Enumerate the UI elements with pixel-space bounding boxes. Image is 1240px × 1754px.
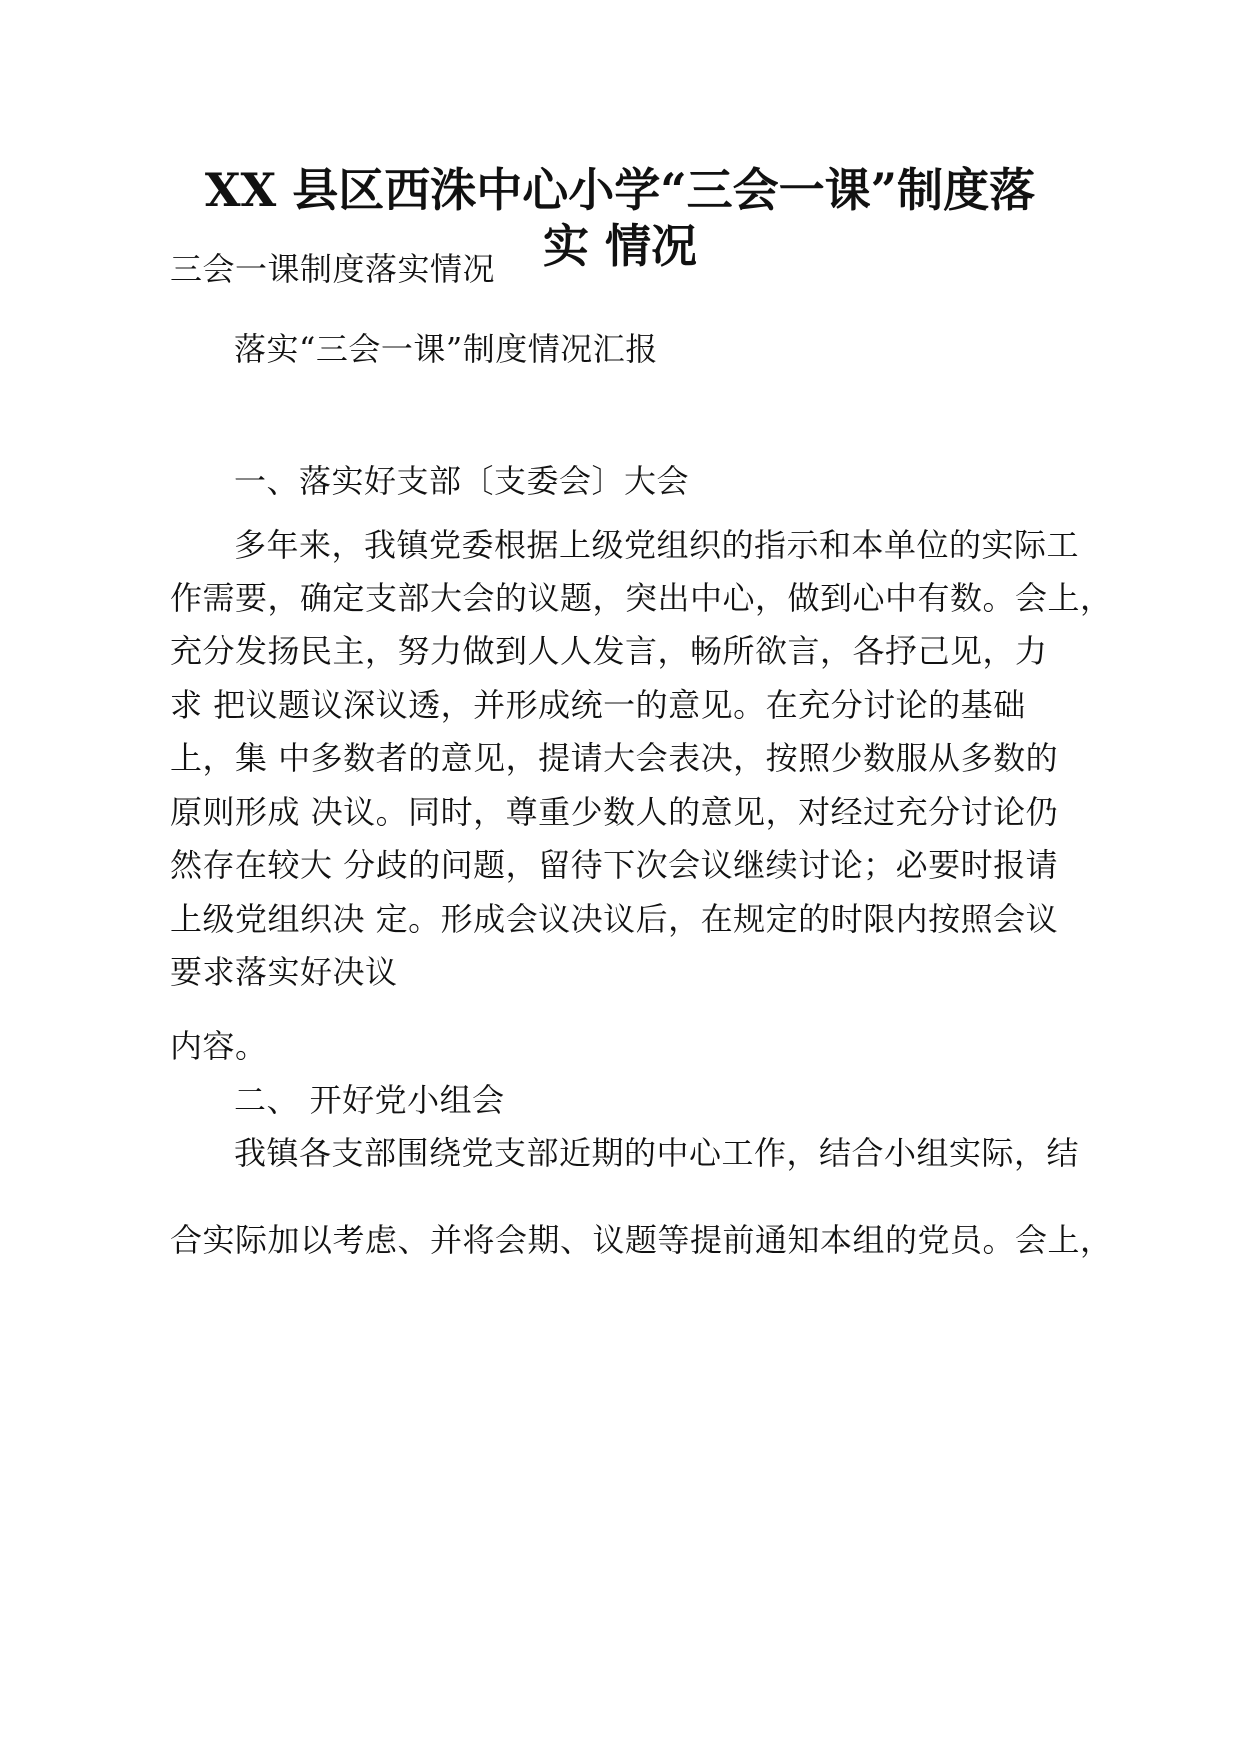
section-2-paragraph-line: 合实际加以考虑、并将会期、议题等提前通知本组的党员。会上，	[170, 1221, 1113, 1259]
section-1-heading: 一、落实好支部〔支委会〕大会	[234, 462, 690, 500]
document-title-line-1: XX 县区西洙中心小学“三会一课”制度落	[204, 163, 1036, 217]
section-1-paragraph-line: 上级党组织决 定。形成会议决议后，在规定的时限内按照会议	[170, 900, 1059, 938]
section-1-paragraph-line: 作需要，确定支部大会的议题，突出中心，做到心中有数。会上，	[170, 579, 1113, 617]
section-2-paragraph-line: 我镇各支部围绕党支部近期的中心工作，结合小组实际，结	[234, 1134, 1080, 1172]
document-subtitle: 三会一课制度落实情况	[170, 250, 496, 288]
section-1-paragraph-line: 多年来，我镇党委根据上级党组织的指示和本单位的实际工	[234, 526, 1080, 564]
section-1-paragraph-line: 要求落实好决议	[170, 953, 398, 991]
section-1-paragraph-line: 然存在较大 分歧的问题，留待下次会议继续讨论；必要时报请	[170, 846, 1059, 884]
section-1-paragraph-line: 原则形成 决议。同时，尊重少数人的意见，对经过充分讨论仍	[170, 793, 1059, 831]
section-1-tail: 内容。	[170, 1027, 268, 1065]
section-1-paragraph-line: 求 把议题议深议透，并形成统一的意见。在充分讨论的基础	[170, 686, 1026, 724]
section-1-paragraph-line: 上，集 中多数者的意见，提请大会表决，按照少数服从多数的	[170, 739, 1059, 777]
section-1-paragraph-line: 充分发扬民主，努力做到人人发言，畅所欲言，各抒己见，力	[170, 632, 1048, 670]
section-2-heading: 二、 开好党小组会	[234, 1081, 505, 1119]
report-title: 落实“三会一课”制度情况汇报	[234, 330, 658, 368]
document-title-line-2: 实 情况	[542, 219, 697, 273]
